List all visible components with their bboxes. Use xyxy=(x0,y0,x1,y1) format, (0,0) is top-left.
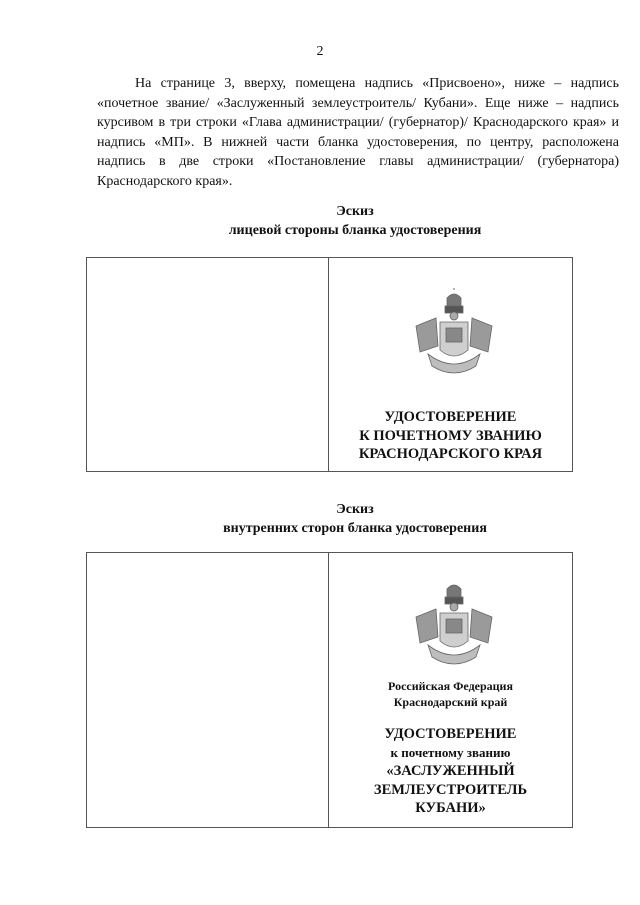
coat-of-arms-icon xyxy=(414,579,494,675)
inner-caption-line1: Эскиз xyxy=(336,502,374,517)
inner-title-line5: КУБАНИ» xyxy=(415,800,486,816)
inner-title xyxy=(329,725,572,818)
front-caption-line1: Эскиз xyxy=(336,204,374,219)
page-number: 2 xyxy=(316,44,324,59)
region-line2: Краснодарский край xyxy=(393,695,508,709)
front-right-panel xyxy=(329,258,572,471)
region-line1: Российская Федерация xyxy=(388,679,513,693)
inner-title-line2: к почетному званию xyxy=(390,744,511,760)
inner-right-panel xyxy=(329,553,572,827)
inner-sketch-frame xyxy=(86,552,573,828)
coat-of-arms-icon xyxy=(414,288,494,384)
front-title-line1: УДОСТОВЕРЕНИЕ xyxy=(384,409,517,425)
region-block xyxy=(329,678,572,710)
front-sketch-caption xyxy=(0,202,640,240)
inner-title-line3: «ЗАСЛУЖЕННЫЙ xyxy=(386,763,515,779)
front-sketch-frame xyxy=(86,257,573,472)
front-title-line2: К ПОЧЕТНОМУ ЗВАНИЮ xyxy=(359,427,542,444)
front-title-line3: КРАСНОДАРСКОГО КРАЯ xyxy=(358,446,543,462)
inner-title-line4: ЗЕМЛЕУСТРОИТЕЛЬ xyxy=(373,781,528,798)
front-title xyxy=(329,408,572,464)
inner-caption-line2: внутренних сторон бланка удостоверения xyxy=(223,521,487,536)
inner-sketch-caption xyxy=(0,500,640,538)
front-caption-line2: лицевой стороны бланка удостоверения xyxy=(228,223,482,238)
inner-title-line1: УДОСТОВЕРЕНИЕ xyxy=(384,726,517,742)
intro-paragraph: На странице 3, вверху, помещена надпись «Присвоено», ниже – надпись «почетное звание/ «Заслуженный землеустроитель/ Кубани». Еще ниже – надпись курсивом в три строки «Глава администрации/ (губернатор)/ Краснодарского края» и надпись «МП». В нижней части бланка удостоверения, по центру, расположена надпись в две строки «Постановление главы администрации/ (губернатора) Краснодарского края». xyxy=(97,76,619,189)
